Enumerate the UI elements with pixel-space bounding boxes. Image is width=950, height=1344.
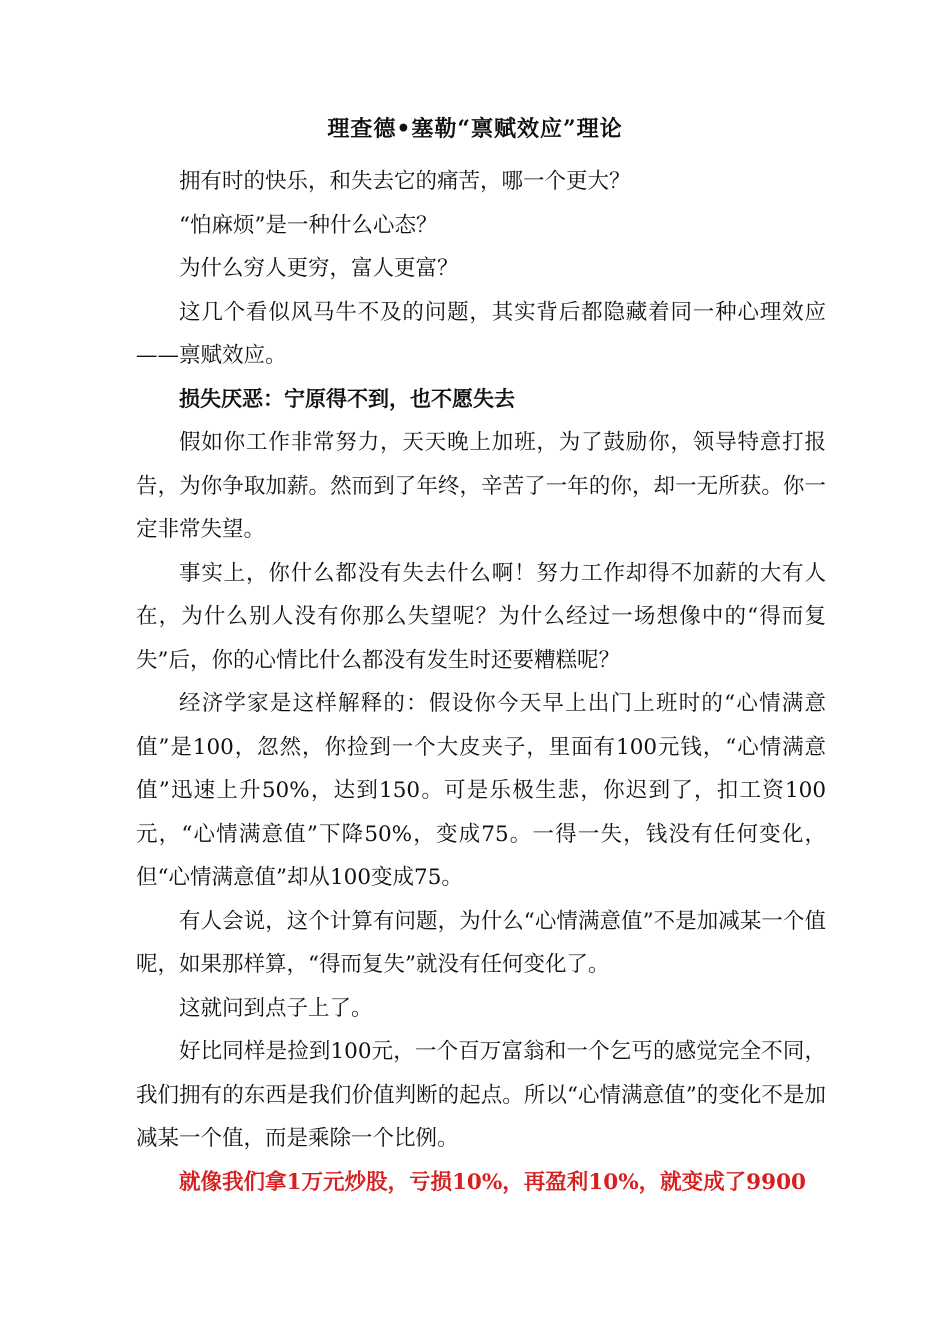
body-paragraph-5: 这就问到点子上了。 bbox=[179, 995, 373, 1021]
body-paragraph-2: 事实上，你什么都没有失去什么啊！努力工作却得不加薪的大有人在，为什么别人没有你那么失望呢？为什么经过一场想像中的“得而复失”后，你的心情比什么都没有发生时还要糟糕呢？ bbox=[136, 560, 826, 673]
document-body bbox=[136, 160, 826, 1204]
body-paragraph-1: 假如你工作非常努力，天天晚上加班，为了鼓励你，领导特意打报告，为你争取加薪。然而到了年终，辛苦了一年的你，却一无所获。你一定非常失望。 bbox=[136, 430, 826, 542]
document-title: 理查德•塞勒“禀赋效应”理论 bbox=[327, 116, 623, 142]
highlight-paragraph: 就像我们拿1万元炒股，亏损10%，再盈利10%，就变成了9900 bbox=[179, 1169, 806, 1195]
intro-paragraph: 这几个看似风马牛不及的问题，其实背后都隐藏着同一种心理效应——禀赋效应。 bbox=[136, 299, 826, 368]
intro-question-2: “怕麻烦”是一种什么心态？ bbox=[179, 212, 438, 238]
intro-question-3: 为什么穷人更穷，富人更富？ bbox=[179, 256, 459, 281]
body-paragraph-4: 有人会说，这个计算有问题，为什么“心情满意值”不是加减某一个值呢，如果那样算，“得而复失”就没有任何变化了。 bbox=[136, 908, 826, 977]
section-subheading: 损失厌恶：宁原得不到，也不愿失去 bbox=[179, 386, 515, 411]
intro-question-1: 拥有时的快乐，和失去它的痛苦，哪一个更大？ bbox=[179, 169, 631, 194]
body-paragraph-3: 经济学家是这样解释的：假设你今天早上出门上班时的“心情满意值”是100，忽然，你捡到一个大皮夹子，里面有100元钱，“心情满意值”迅速上升50%，达到150。可是乐极生悲，你迟到了，扣工资100元，“心情满意值”下降50%，变成75。一得一失，钱没有任何变化，但“心情满意值”却从100变成75。 bbox=[136, 691, 826, 890]
body-paragraph-6: 好比同样是捡到100元，一个百万富翁和一个乞丐的感觉完全不同，我们拥有的东西是我们价值判断的起点。所以“心情满意值”的变化不是加减某一个值，而是乘除一个比例。 bbox=[136, 1039, 826, 1151]
